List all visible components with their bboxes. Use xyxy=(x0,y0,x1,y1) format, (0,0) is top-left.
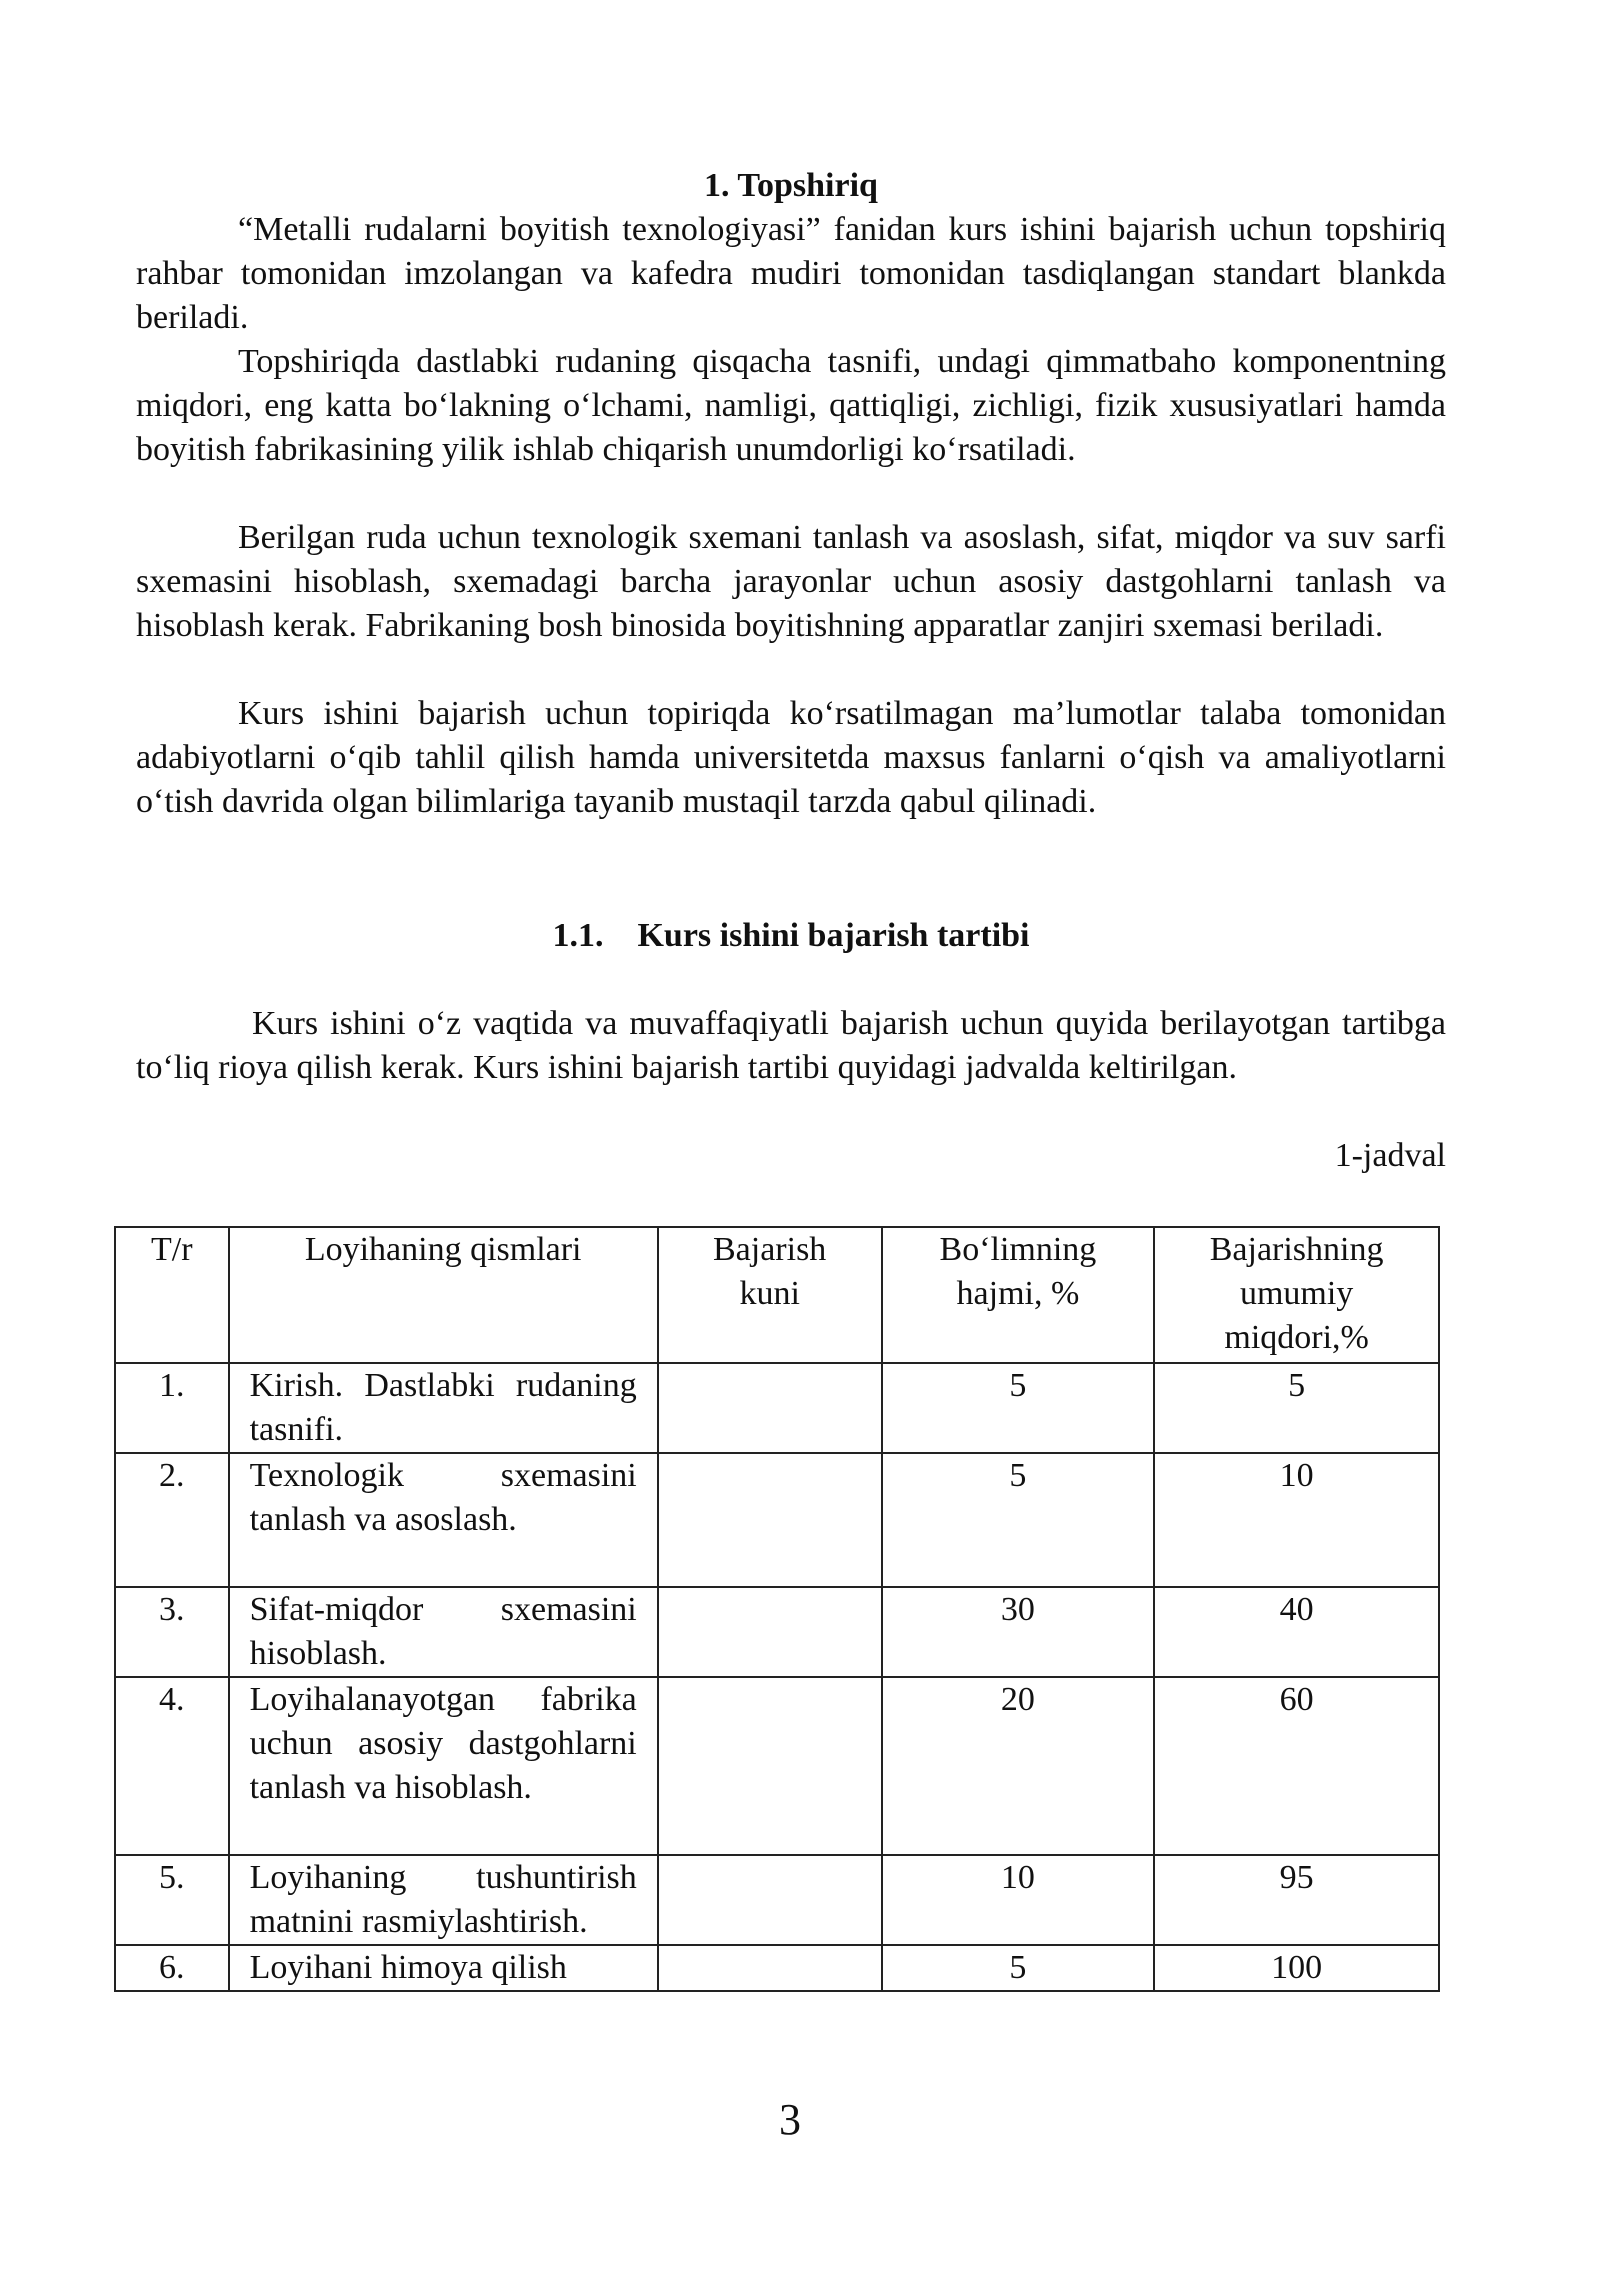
row-share: 5 xyxy=(882,1945,1155,1991)
page-number: 3 xyxy=(779,2095,801,2144)
row-share: 10 xyxy=(882,1855,1155,1945)
table-row xyxy=(115,1587,1439,1677)
section-title: 1. Topshiriq xyxy=(704,167,878,204)
paragraph-2: Topshiriqda dastlabki rudaning qisqacha tasnifi, undagi qimmatbaho komponentning miqdori, eng katta boʻlakning oʻlchami, namligi, qattiqligi, zichligi, fizik xususiyatlari hamda boyitish fabrikasining yilik ishlab chiqarish unumdorligi koʻrsatiladi. xyxy=(136,343,1446,468)
row-share: 20 xyxy=(882,1677,1155,1855)
paragraph-1: “Metalli rudalarni boyitish texnologiyasi” fanidan kurs ishini bajarish uchun topshiriq rahbar tomonidan imzolangan va kafedra mudiri tomonidan tasdiqlangan standart blankda beriladi. xyxy=(136,211,1446,336)
row-day xyxy=(658,1855,882,1945)
row-share: 5 xyxy=(882,1363,1155,1453)
header-number: T/r xyxy=(115,1227,229,1363)
row-number: 3. xyxy=(115,1587,229,1677)
row-total: 10 xyxy=(1154,1453,1439,1587)
row-day xyxy=(658,1677,882,1855)
schedule-table xyxy=(114,1226,1440,1992)
header-total: Bajarishning umumiy miqdori,% xyxy=(1154,1227,1439,1363)
table-header-row xyxy=(115,1227,1439,1363)
subsection-paragraph: Kurs ishini oʻz vaqtida va muvaffaqiyatli bajarish uchun quyida berilayotgan tartibga toʻliq rioya qilish kerak. Kurs ishini bajarish tartibi quyidagi jadvalda keltirilgan. xyxy=(136,1005,1446,1086)
table-row xyxy=(115,1453,1439,1587)
row-total: 5 xyxy=(1154,1363,1439,1453)
row-part-name: Loyihani himoya qilish xyxy=(229,1945,658,1991)
table-row xyxy=(115,1677,1439,1855)
header-day: Bajarish kuni xyxy=(658,1227,882,1363)
header-share: Boʻlimning hajmi, % xyxy=(882,1227,1155,1363)
row-share: 5 xyxy=(882,1453,1155,1587)
paragraph-4: Kurs ishini bajarish uchun topiriqda koʻrsatilmagan ma’lumotlar talaba tomonidan adabiyotlarni oʻqib tahlil qilish hamda universitetda maxsus fanlarni oʻqish va amaliyotlarni oʻtish davrida olgan bilimlariga tayanib mustaqil tarzda qabul qilinadi. xyxy=(136,695,1446,820)
table-row xyxy=(115,1945,1439,1991)
table-row xyxy=(115,1363,1439,1453)
row-number: 5. xyxy=(115,1855,229,1945)
row-day xyxy=(658,1587,882,1677)
row-part-name: Loyihaning tushuntirish matnini rasmiylashtirish. xyxy=(229,1855,658,1945)
row-total: 60 xyxy=(1154,1677,1439,1855)
row-day xyxy=(658,1363,882,1453)
header-parts: Loyihaning qismlari xyxy=(229,1227,658,1363)
row-total: 100 xyxy=(1154,1945,1439,1991)
row-total: 95 xyxy=(1154,1855,1439,1945)
row-day xyxy=(658,1453,882,1587)
table-row xyxy=(115,1855,1439,1945)
row-part-name: Texnologik sxemasini tanlash va asoslash. xyxy=(229,1453,658,1587)
row-number: 2. xyxy=(115,1453,229,1587)
row-part-name: Kirish. Dastlabki rudaning tasnifi. xyxy=(229,1363,658,1453)
row-total: 40 xyxy=(1154,1587,1439,1677)
row-number: 4. xyxy=(115,1677,229,1855)
row-number: 1. xyxy=(115,1363,229,1453)
row-day xyxy=(658,1945,882,1991)
table-caption: 1-jadval xyxy=(1334,1137,1446,1174)
subsection-title: 1.1. Kurs ishini bajarish tartibi xyxy=(552,917,1030,954)
row-share: 30 xyxy=(882,1587,1155,1677)
row-part-name: Loyihalanayotgan fabrika uchun asosiy dastgohlarni tanlash va hisoblash. xyxy=(229,1677,658,1855)
row-part-name: Sifat-miqdor sxemasini hisoblash. xyxy=(229,1587,658,1677)
paragraph-3: Berilgan ruda uchun texnologik sxemani tanlash va asoslash, sifat, miqdor va suv sarfi sxemasini hisoblash, sxemadagi barcha jarayonlar uchun asosiy dastgohlarni tanlash va hisoblash kerak. Fabrikaning bosh binosida boyitishning apparatlar zanjiri sxemasi beriladi. xyxy=(136,519,1446,644)
row-number: 6. xyxy=(115,1945,229,1991)
